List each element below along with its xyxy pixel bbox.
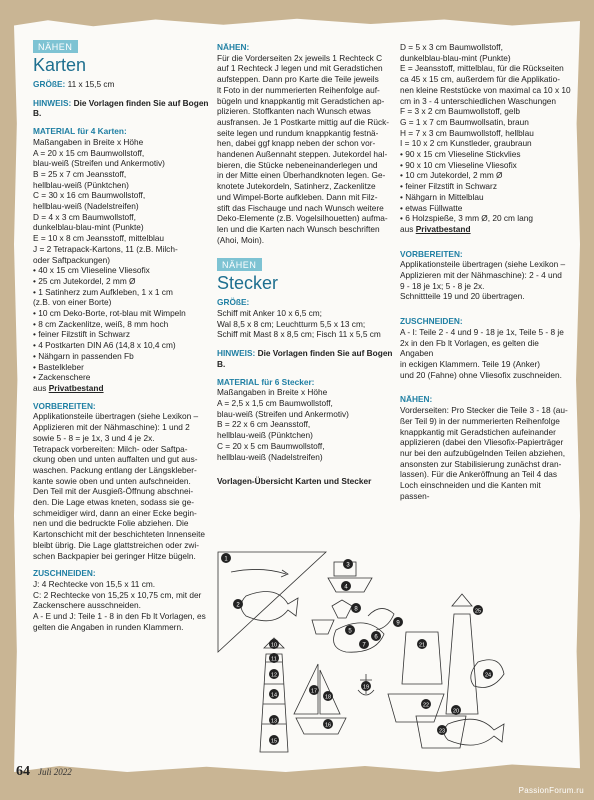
text-line: schmeidiger wird, dann an einer Ecke begin- <box>33 507 197 518</box>
prep-heading-right: VORBEREITEN: <box>400 248 463 259</box>
text-line: • 6 Holzspieße, 3 mm Ø, 20 cm lang <box>400 213 533 224</box>
text-line: C: 2 Rechtecke von 15,25 x 10,75 cm, mit der <box>33 589 202 600</box>
text-line: hellblau-weiß (Nadelstreifen) <box>33 201 139 212</box>
text-line: hellblau-weiß (Nadelstreifen) <box>217 451 323 462</box>
text-line: G = 1 x 7 cm Baumwollsatin, braun <box>400 116 529 127</box>
text-line: sowie 5 - 8 = je 1x, 3 und 4 je 2x. <box>33 432 155 443</box>
template-number: 19 <box>362 684 370 691</box>
text-line: und Wimpel-Borte aufkleben. Dann mit Filz- <box>217 191 378 202</box>
template-number: 1 <box>224 556 228 563</box>
text-line: A = 2,5 x 1,5 cm Baumwollstoff, <box>217 397 333 408</box>
right-column <box>400 42 572 501</box>
text-line: C = 20 x 5 cm Baumwollstoff, <box>217 440 325 451</box>
text-line: in der Mitte einen Überhandknoten legen. Ge- <box>217 170 386 181</box>
text-line: Applikationsteile übertragen (siehe Lexikon – <box>400 259 566 270</box>
text-line: und 20 (Fahne) ohne Vliesofix zuschneiden. <box>400 369 562 380</box>
text-line: Tetrapack vorbereiten: Milch- oder Saftpa- <box>33 443 188 454</box>
text-line: seite legen und rundum knappkantig festnä- <box>217 127 379 138</box>
page-number: 64 <box>16 764 30 779</box>
text-line: B = 25 x 7 cm Jeansstoff, <box>33 168 127 179</box>
size-label: GRÖßE: <box>33 79 66 89</box>
text-line: • 8 cm Zackenlitze, weiß, 8 mm hoch <box>33 318 169 329</box>
text-line: lassen). Für die Ankeröffnung an Teil 4 das <box>400 469 557 480</box>
template-number: 18 <box>324 694 332 701</box>
cut-text <box>33 579 209 633</box>
text-line: D = 5 x 3 cm Baumwollstoff, <box>400 42 503 52</box>
hint-label: HINWEIS: <box>33 97 72 108</box>
text-line: A = 20 x 15 cm Baumwollstoff, <box>33 147 145 158</box>
text-line: nen und die bedruckte Folie abziehen. Die <box>33 518 189 529</box>
template-number: 5 <box>348 628 352 635</box>
template-number: 6 <box>374 634 378 641</box>
text-line: E = 10 x 8 cm Jeansstoff, mittelblau <box>33 233 165 244</box>
template-shape-fish <box>241 592 298 621</box>
text-line: • 40 x 15 cm Vlieseline Vliesofix <box>33 265 150 276</box>
size-value: 11 x 15,5 cm <box>67 79 115 89</box>
text-line: Schnittteile 19 und 20 übertragen. <box>400 291 525 302</box>
text-line: oder Saftpackungen) <box>33 254 111 265</box>
source-link[interactable]: Privatbestand <box>48 382 104 393</box>
section-tag-stecker: NÄHEN <box>217 258 262 271</box>
issue-date: Juli 2022 <box>38 767 72 777</box>
text-line: • feiner Filzstift in Schwarz <box>400 181 497 192</box>
hint-text: Die Vorlagen finden Sie auf Bogen B. <box>33 97 209 119</box>
template-line-2 <box>231 569 286 574</box>
diagram-title: Vorlagen-Übersicht Karten und Stecker <box>217 476 372 487</box>
source-link-right[interactable]: Privatbestand <box>415 223 471 234</box>
text-line: schen Backpapier bei geringer Hitze bügeln. <box>33 550 196 561</box>
text-line: ckung oben und unten auffalten und gut aus- <box>33 454 198 465</box>
template-lighthouse-2-roof <box>452 594 472 606</box>
template-number: 2 <box>236 602 240 609</box>
text-line: • Zackenschere <box>33 372 91 383</box>
text-line: • Nähgarn in passenden Fb <box>33 350 134 361</box>
text-line: Schiff mit Anker 10 x 6,5 cm; <box>217 308 322 319</box>
template-number: 7 <box>362 642 366 649</box>
template-number: 3 <box>346 562 350 569</box>
source-prefix: aus <box>33 382 49 393</box>
text-line: len und die Karten nach Wunsch beschriften <box>217 223 380 234</box>
material-list-continued <box>400 42 572 224</box>
text-line: Maßangaben in Breite x Höhe <box>33 136 144 147</box>
text-line: blau-weiß (Streifen und Ankermotiv) <box>217 408 349 419</box>
text-line: B = 22 x 6 cm Jeansstoff, <box>217 419 311 430</box>
template-number: 14 <box>270 692 278 699</box>
text-line: I = 10 x 2 cm Kunstleder, graubraun <box>400 138 532 149</box>
template-shape-whale-tail <box>368 608 394 630</box>
text-line: J: 4 Rechtecke von 15,5 x 11 cm. <box>33 578 156 589</box>
text-line: hellblau-weiß (Pünktchen) <box>33 179 129 190</box>
text-line: applizieren (dabei den Vliesofix-Papierträger <box>400 437 564 448</box>
text-line: Schiff mit Mast 8 x 8,5 cm; Fisch 11 x 5,5 cm <box>217 329 381 340</box>
page-footer <box>16 762 72 780</box>
template-overview-diagram <box>216 544 506 754</box>
prep-text-right <box>400 259 572 302</box>
size-label-stecker: GRÖßE: <box>217 297 250 308</box>
template-number: 25 <box>474 608 482 615</box>
source-prefix-right: aus <box>400 223 416 234</box>
text-line: handenen Außennaht steppen. Jutekordel hal- <box>217 149 388 160</box>
text-line: • 90 x 15 cm Vlieseline Stickvlies <box>400 149 521 160</box>
text-line: D = 4 x 3 cm Baumwollstoff, <box>33 211 136 222</box>
template-number: 9 <box>396 620 400 627</box>
text-line: bügeln und knappkantig mit Geradstichen ap- <box>217 95 385 106</box>
text-line: Applikationsteile übertragen (siehe Lexikon – <box>33 411 199 422</box>
template-shape-hull <box>296 718 346 734</box>
cut-text-right <box>400 327 572 381</box>
text-line: stift das Fischauge und nach Wunsch weitere <box>217 202 384 213</box>
text-line: Maßangaben in Breite x Höhe <box>217 387 328 398</box>
sew-heading: NÄHEN: <box>217 42 250 52</box>
text-line: nen kleine Reststücke von maximal ca 10 x 10 <box>400 84 571 95</box>
material-heading-stecker: MATERIAL für 6 Stecker: <box>217 376 315 387</box>
text-line: • 25 cm Jutekordel, 2 mm Ø <box>33 275 136 286</box>
text-line: Für die Vorderseiten 2x jeweils 1 Rechteck C <box>217 52 383 63</box>
text-line: H = 7 x 3 cm Baumwollstoff, hellblau <box>400 127 534 138</box>
hint-label-stecker: HINWEIS: <box>217 348 256 359</box>
prep-heading: VORBEREITEN: <box>33 400 96 411</box>
text-line: hellblau-weiß (Pünktchen) <box>217 430 313 441</box>
text-line: bleibt übrig. Die Lage glattstreichen oder zwi- <box>33 539 200 550</box>
template-number: 16 <box>324 722 332 729</box>
text-line: cm in 3 - 4 unterschiedlichen Waschungen <box>400 95 557 106</box>
text-line: E = Jeansstoff, mittelblau, für die Rückseiten <box>400 63 564 74</box>
watermark: PassionForum.ru <box>518 786 584 795</box>
text-line: 2x in den Fb lt Vorlagen, es gelten die Angaben <box>400 337 539 359</box>
text-line: (z.B. von einer Borte) <box>33 297 112 308</box>
size-lines <box>217 308 393 340</box>
section-title: Karten <box>33 55 87 75</box>
text-line: gelten die Angaben in runden Klammern. <box>33 621 184 632</box>
template-shape-heart <box>332 600 352 618</box>
template-shape-lighthouse-2 <box>446 614 478 714</box>
text-line: Kartonschicht mit der beschichteten Innenseite <box>33 529 206 540</box>
text-line: F = 3 x 2 cm Baumwollstoff, gelb <box>400 106 520 117</box>
text-line: • 10 cm Jutekordel, 2 mm Ø <box>400 170 503 181</box>
text-line: dunkelblau-blau-mint (Punkte) <box>33 222 144 233</box>
text-line: • etwas Füllwatte <box>400 202 463 213</box>
hint-text-stecker: Die Vorlagen finden Sie auf Bogen B. <box>217 348 393 369</box>
section-tag: NÄHEN <box>33 40 78 53</box>
text-line: • 1 Satinherz zum Aufkleben, 1 x 1 cm <box>33 286 173 297</box>
text-line: Loch einschneiden und die Kanten mit passen- <box>400 480 541 501</box>
text-line: A - E und J: Teile 1 - 8 in den Fb lt Vorlagen, es <box>33 611 206 622</box>
text-line: ausfransen. Je 1 Postkarte mittig auf die Rück- <box>217 116 390 127</box>
text-line: • feiner Filzstift in Schwarz <box>33 329 130 340</box>
text-line: Zackenschere ausschneiden. <box>33 600 141 611</box>
template-number: 17 <box>310 688 318 695</box>
text-line: • Bastelkleber <box>33 361 84 372</box>
template-number: 21 <box>418 642 426 649</box>
text-line: blau-weiß (Streifen und Ankermotiv) <box>33 158 165 169</box>
text-line: Applizieren mit der Nähmaschine): 2 - 4 und <box>400 270 562 281</box>
template-number: 22 <box>422 702 430 709</box>
text-line: C = 30 x 16 cm Baumwollstoff, <box>33 190 146 201</box>
material-list <box>33 137 209 383</box>
middle-column <box>217 42 393 487</box>
text-line: ansonsten zur Stabilisierung zunächst dran- <box>400 458 562 469</box>
text-line: waschen. Packung entlang der Längskleber- <box>33 464 197 475</box>
text-line: dunkelblau-blau-mint (Punkte) <box>400 52 511 63</box>
text-line: • 4 Postkarten DIN A6 (14,8 x 10,4 cm) <box>33 340 176 351</box>
text-line: knappkantig mit Geradstichen aufeinander <box>400 426 556 437</box>
template-number: 8 <box>354 606 358 613</box>
text-line: plizieren. Stoffkanten nach Wunsch etwas <box>217 106 371 117</box>
cut-heading-right: ZUSCHNEIDEN: <box>400 316 463 327</box>
template-number: 13 <box>270 718 278 725</box>
text-line: J = 2 Tetrapack-Kartons, 11 (z.B. Milch- <box>33 243 178 254</box>
text-line: den. Die Lage etwas kneten, sodass sie ge- <box>33 497 194 508</box>
text-line: (Ahoi, Moin). <box>217 234 265 245</box>
cut-heading: ZUSCHNEIDEN: <box>33 568 96 579</box>
text-line: Vorderseiten: Pro Stecker die Teile 3 - 18 (au- <box>400 405 568 416</box>
text-line: auf 1 Rechteck J legen und mit Geradstichen <box>217 63 383 74</box>
text-line: • 90 x 10 cm Vlieseline Vliesofix <box>400 159 517 170</box>
material-heading: MATERIAL für 4 Karten: <box>33 126 127 137</box>
template-number: 4 <box>344 584 348 591</box>
text-line: ca 45 x 15 cm, außerdem für die Applikatio- <box>400 74 561 85</box>
text-line: ßer Teil 9) in der nummerierten Reihenfolge <box>400 415 560 426</box>
template-shape-fish-2 <box>444 719 504 745</box>
text-line: hen, dabei ggf knapp neben der schon vor- <box>217 138 376 149</box>
template-number: 12 <box>270 672 278 679</box>
text-line: Deko-Elemente (z.B. Vogelsilhouetten) aufma- <box>217 213 388 224</box>
text-line: bieren, die Stücke nebeneinanderlegen und <box>217 159 378 170</box>
text-line: in eckigen Klammern. Teile 19 (Anker) <box>400 358 541 369</box>
template-number: 15 <box>270 738 278 745</box>
left-column <box>33 40 209 632</box>
text-line: Applizieren mit der Nähmaschine): 1 und 2 <box>33 422 190 433</box>
sew-heading-right: NÄHEN: <box>400 394 433 405</box>
text-line: Den Teil mit der Ausgieß-Öffnung abschnei- <box>33 486 194 497</box>
text-line: 9 - 18 je 1x; 5 - 8 je 2x. <box>400 280 485 291</box>
text-line: • Nähgarn in Mittelblau <box>400 191 484 202</box>
sew-text-right <box>400 405 572 501</box>
text-line: • 10 cm Deko-Borte, rot-blau mit Wimpeln <box>33 308 186 319</box>
material-list-stecker <box>217 387 393 462</box>
text-line: aufsteppen. Dann pro Karte die Teile jeweils <box>217 74 379 85</box>
sew-text <box>217 53 393 246</box>
template-number: 23 <box>438 728 446 735</box>
prep-text <box>33 411 209 561</box>
text-line: lt Foto in der nummerierten Reihenfolge auf- <box>217 84 380 95</box>
text-line: nur bei den aufzubügelnden Teilen abziehen, <box>400 447 565 458</box>
template-shape-boat-small <box>312 620 334 634</box>
template-number: 24 <box>484 672 492 679</box>
template-number: 10 <box>270 642 278 649</box>
section-title-stecker: Stecker <box>217 273 279 294</box>
template-number: 11 <box>271 656 277 663</box>
text-line: A - I: Teile 2 - 4 und 9 - 18 je 1x, Teile 5 - 8 je <box>400 326 564 337</box>
text-line: Wal 8,5 x 8 cm; Leuchtturm 5,5 x 13 cm; <box>217 318 366 329</box>
text-line: knotete Jutekordeln, Satinherz, Zackenlitze <box>217 181 376 192</box>
template-number: 20 <box>452 708 460 715</box>
text-line: kante sowie oben und unten aufschneiden. <box>33 475 191 486</box>
